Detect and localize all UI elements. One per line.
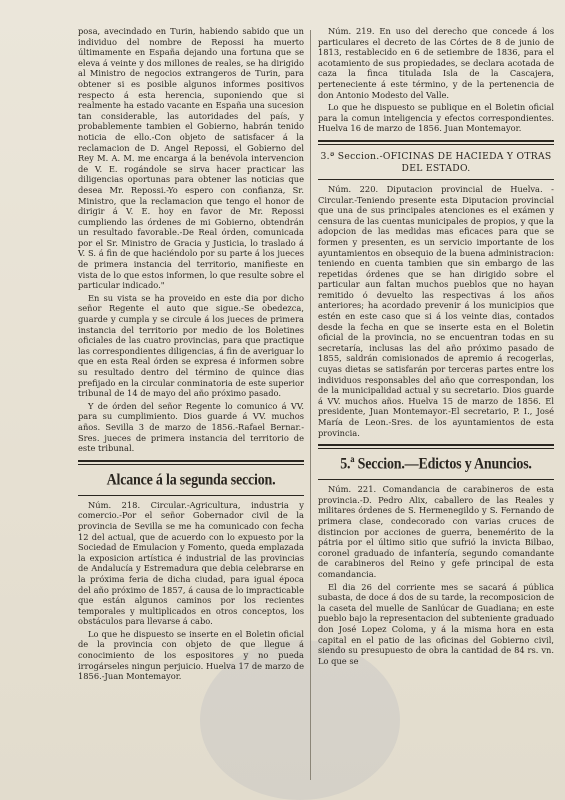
section-title-rule <box>318 179 554 180</box>
section-3-title: 3.ª Seccion.-OFICINAS DE HACIEDA Y OTRAS DEL ESTADO. <box>320 150 552 174</box>
column-divider <box>310 30 311 780</box>
notice-219-body: Núm. 219. En uso del derecho que concede á los particulares el decreto de las Córtes de 8 de junio de 1813, restablecido en 6 de setiembre de 1836, para el acotamiento de sus propiedades, se declara acotada de caza la finca titulada Isla de la Cascajera, perteneciente á este término, y de la pertenencia de don Antonio Modesto del Valle. <box>318 26 554 100</box>
section-title-rule <box>318 479 554 480</box>
section-title: Alcance á la segunda seccion. <box>106 471 276 489</box>
continuation-paragraph: Y de órden del señor Regente lo comunico á VV. para su cumplimiento. Dios guarde á VV. muchos años. Sevilla 3 de marzo de 1856.-Rafael Bernar.-Sres. jueces de primera instancia del territorio de este tribunal. <box>78 400 304 454</box>
section-divider <box>318 140 554 145</box>
section-divider <box>318 444 554 449</box>
section-title-rule <box>78 495 304 496</box>
continuation-paragraph: En su vista se ha proveido en este dia por dicho señor Regente el auto que sigue.-Se obedezca, guarde y cumpla y se circule á los jueces de primera instancia del territorio por medio de los Boletines oficiales de las cuatro provincias, para que practique las correspondientes diligencias, á fin de averiguar lo que en esta Real órden se expresa é informen sobre su resultado dentro del término de quince dias prefijado en la circular conminatoria de este superior tribunal de 14 de mayo del año próximo pasado. <box>78 292 304 399</box>
notice-220-body: Núm. 220. Diputacion provincial de Huelva. -Circular.-Teniendo presente esta Diputacion provincial que una de sus principales atenciones es el exámen y censura de las cuentas municipales de propios, y que la adopcion de las medidas mas eficaces para que se formen y presenten, es un servicio importante de los ayuntamientos en obsequio de la buena administracion: teniendo en cuenta tambien que sin embargo de las repetidas órdenes que se han dirigido sobre el particular aun faltan muchos pueblos que no hayan remitido ó devuelto las respectivas á los años anteriores; ha acordado prevenir á los municipios que estén en este caso que si á los veinte dias, contados desde la fecha en que se inserte esta en el Boletin oficial de la provincia, no se encuentran todas en su secretaría, inclusas las del año próximo pasado de 1855, saldrán comisionados de apremio á recogerlas, cuyas dietas se satisfarán por terceras partes entre los individuos responsables del año que correspondan, los de la municipalidad actual y su secretario. Dios guarde á VV. muchos años. Huelva 15 de marzo de 1856. El presidente, Juan Montemayor.-El secretario, P. I., José María de Leon.-Sres. de los ayuntamientos de esta provincia. <box>318 183 554 438</box>
notice-218-closing: Lo que he dispuesto se inserte en el Boletin oficial de la provincia con objeto de que llegue á conocimiento de los espositores y no pueda irrogárseles ningun perjuicio. Huelva 17 de marzo de 1856.-Juan Montemayor. <box>78 628 304 682</box>
continuation-paragraph: posa, avecindado en Turin, habiendo sabido que un individuo del nombre de Repossi ha muerto últimamente en España dejando una fortuna que se eleva á veinte y dos millones de reales, se ha dirigido al Ministro de negocios extrangeros de Turin, para obtener si es posible algunos informes positivos respecto á esta herencia, suponiendo que si realmente ha estado vacante en España una sucesion tan considerable, las autoridades del país, y probablemente tambien el Gobierno, habrán tenido noticia de ello.-Con objeto de satisfacer á la reclamacion de D. Angel Repossi, el Gobierno del Rey M. A. M. me encarga á la benévola intervencion de V. E. rogándole se sirva hacer practicar las diligencias oportunas para obtener las noticias que desea Mr. Repossi.-Yo espero con confianza, Sr. Ministro, que la reclamacion que tengo el honor de dirigir á V. E. hoy en favor de Mr. Repossi cumpliendo las órdenes de mi Gobierno, obtendrán un resultado favorable.-De Real órden, comunicada por el Sr. Ministro de Gracia y Justicia, lo traslado á V. S. á fin de que haciéndolo por su parte á los jueces de primera instancia del territorio, manifieste en vista de lo que estos informen, lo que resulte sobre el particular indicado." <box>78 26 304 291</box>
notice-221-body: El dia 26 del corriente mes se sacará á pública subasta, de doce á dos de su tarde, la recomposicion de la caseta del muelle de Sanlúcar de Guadiana; en este pueblo bajo la representacion del subteniente graduado don José Lopez Coloma, y á la misma hora en esta capital en el patio de las oficinas del Gobierno civil, siendo su presupuesto de obra la cantidad de 84 rs. vn. Lo que se <box>318 581 554 666</box>
notice-219-closing: Lo que he dispuesto se publique en el Boletin oficial para la comun inteligencia y efectos correspondientes. Huelva 16 de marzo de 1856. Juan Montemayor. <box>318 102 554 134</box>
notice-218-body: Núm. 218. Circular.-Agricultura, industria y comercio.-Por el señor Gobernador civil de la provincia de Sevilla se me ha comunicado con fecha 12 del actual, que de acuerdo con lo expuesto por la Sociedad de Emulacion y Fomento, queda emplazada la exposicion artística é industrial de las provincias de Andalucía y Estremadura que debia celebrarse en la próxima feria de dicha ciudad, para igual época del año próximo de 1857, á causa de lo impracticable que están algunos caminos por los recientes temporales y multiplicados en otros conceptos, los obstáculos para llevarse á cabo. <box>78 499 304 627</box>
notice-221-header: Núm. 221. Comandancia de carabineros de esta provincia.-D. Pedro Alix, caballero de las Reales y militares órdenes de S. Hermenegildo y S. Fernando de primera clase, condecorado con varias cruces de distincion por acciones de guerra, benemérito de la pátria por el último sitio que sufrió la invicta Bilbao, coronel graduado de infantería, segundo comandante de carabineros del Reino y gefe principal de esta comandancia. <box>318 484 554 579</box>
left-column <box>78 0 304 800</box>
section-divider <box>78 460 304 465</box>
section-5-title: 5.ª Seccion.—Edictos y Anuncios. <box>340 455 532 474</box>
right-column <box>318 0 554 800</box>
